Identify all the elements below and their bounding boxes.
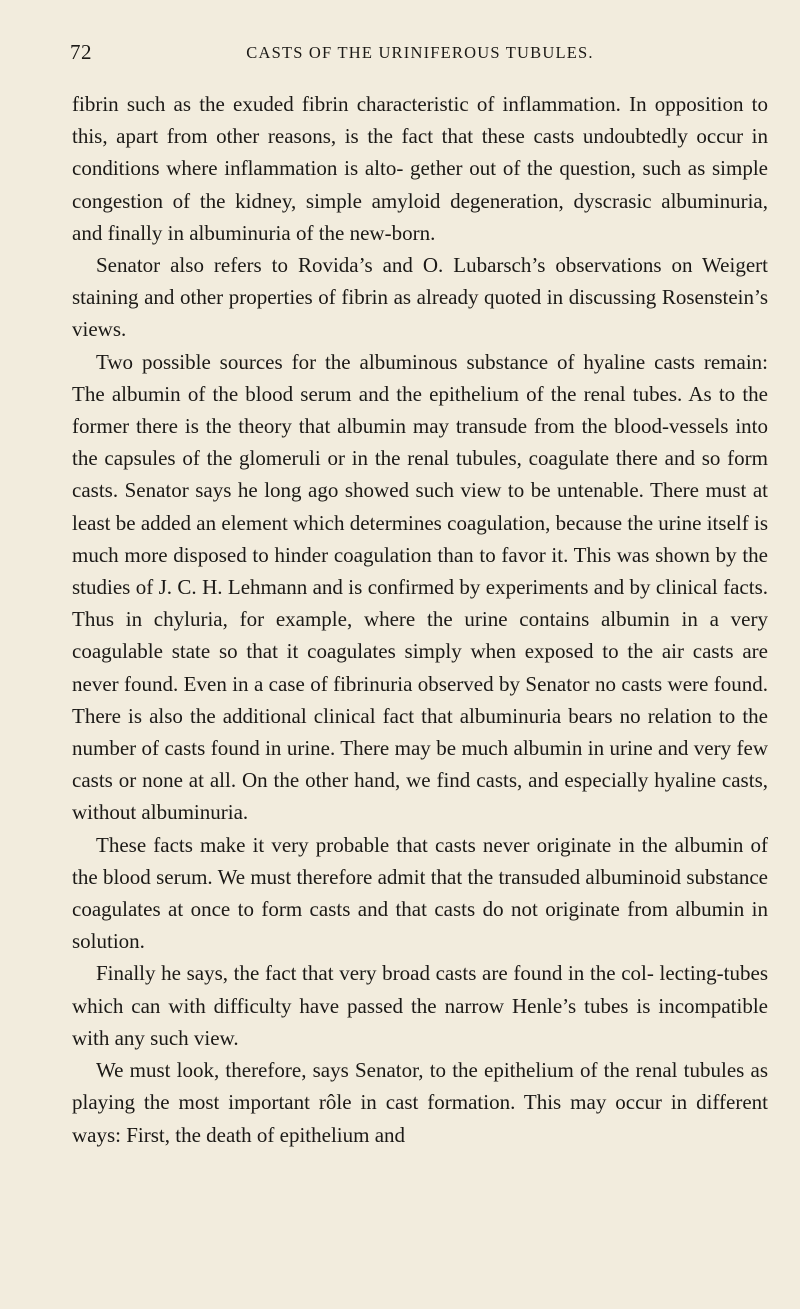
paragraph: We must look, therefore, says Senator, to the epithelium of the renal tubules as playing the most important rôle in cast formation. This may occur in different ways: First, the death of epithelium and [72, 1058, 768, 1147]
paragraph: Finally he says, the fact that very broad casts are found in the col- lecting-tubes which can with difficulty have passed the narrow Henle’s tubes is incompatible with any such view. [72, 961, 768, 1050]
page-number: 72 [70, 40, 92, 64]
running-title: CASTS OF THE URINIFEROUS TUBULES. [246, 43, 594, 62]
running-header [72, 0, 768, 64]
paragraph: fibrin such as the exuded fibrin characteristic of inflammation. In opposition to this, apart from other reasons, is the fact that these casts undoubtedly occur in conditions where inflammation is alto- gether out of the question, such as simple congestion of the kidney, simple amyloid degeneration, dyscrasic albuminuria, and finally in albuminuria of the new-born. [72, 92, 768, 245]
paragraph: Two possible sources for the albuminous substance of hyaline casts remain: The albumin of the blood serum and the epithelium of the renal tubes. As to the former there is the theory that albumin may transude from the blood-vessels into the capsules of the glomeruli or in the renal tubules, coagulate there and so form casts. Senator says he long ago showed such view to be untenable. There must at least be added an element which determines coagulation, because the urine itself is much more disposed to hinder coagulation than to favor it. This was shown by the studies of J. C. H. Lehmann and is confirmed by experiments and by clinical facts. Thus in chyluria, for example, where the urine contains albumin in a very coagulable state so that it coagulates simply when exposed to the air casts are never found. Even in a case of fibrinuria observed by Senator no casts were found. There is also the additional clinical fact that albuminuria bears no relation to the number of casts found in urine. There may be much albumin in urine and very few casts or none at all. On the other hand, we find casts, and especially hyaline casts, without albuminuria. [72, 349, 768, 825]
book-page [72, 0, 768, 1151]
paragraph: Senator also refers to Rovida’s and O. Lubarsch’s observations on Weigert staining and other properties of fibrin as already quoted in discussing Rosenstein’s views. [72, 253, 768, 342]
paragraph: These facts make it very probable that casts never originate in the albumin of the blood serum. We must therefore admit that the transuded albuminoid substance coagulates at once to form casts and that casts do not originate from albumin in solution. [72, 832, 768, 954]
body-text [72, 88, 768, 1151]
